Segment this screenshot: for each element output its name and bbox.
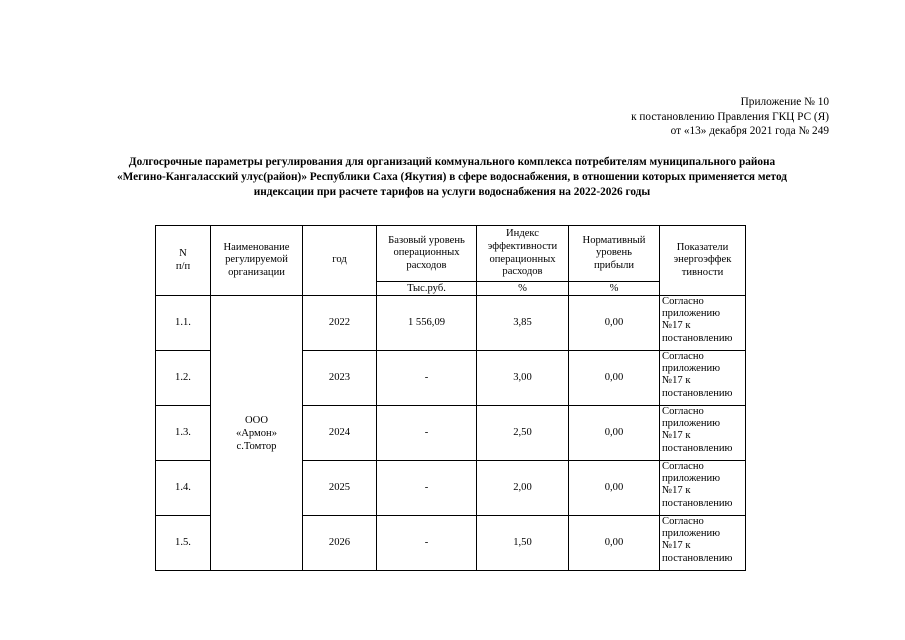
appendix-header — [631, 95, 829, 139]
cell-energy-note — [660, 406, 746, 461]
org-text: «Армон» — [235, 427, 278, 439]
cell-profit: 0,00 — [569, 461, 660, 516]
header-text: Наименование — [223, 241, 290, 253]
note-text: постановлению — [662, 332, 733, 344]
org-text: ООО — [245, 414, 268, 426]
header-text: тивности — [681, 266, 724, 278]
cell-base: - — [377, 461, 477, 516]
header-text: энергоэффек — [673, 254, 732, 266]
cell-profit: 0,00 — [569, 351, 660, 406]
header-text: операционных — [489, 253, 556, 265]
note-text: Согласно — [662, 461, 704, 472]
header-organization — [211, 226, 303, 296]
cell-organization — [211, 296, 303, 571]
note-text: постановлению — [662, 497, 733, 509]
header-base-level — [377, 226, 477, 282]
header-text: регулируемой — [225, 254, 288, 266]
note-text: приложению — [662, 308, 721, 320]
cell-energy-note — [660, 351, 746, 406]
header-text: прибыли — [593, 259, 635, 271]
title-line: Долгосрочные параметры регулирования для организаций коммунального комплекса потребителям муниципального района — [128, 156, 776, 168]
header-text: Нормативный — [582, 234, 646, 246]
header-text: Индекс — [506, 228, 539, 240]
note-text: №17 к — [662, 375, 691, 387]
unit-index: % — [477, 282, 569, 296]
header-profit-level — [569, 226, 660, 282]
appendix-number: Приложение № 10 — [740, 96, 829, 108]
cell-index: 1,50 — [477, 516, 569, 571]
cell-base: - — [377, 351, 477, 406]
header-year — [303, 226, 377, 296]
cell-base: - — [377, 516, 477, 571]
note-text: №17 к — [662, 485, 691, 497]
cell-index: 2,00 — [477, 461, 569, 516]
header-text: уровень — [595, 247, 633, 259]
cell-energy-note — [660, 461, 746, 516]
cell-year: 2026 — [303, 516, 377, 571]
cell-base: 1 556,09 — [377, 296, 477, 351]
header-text: год — [332, 254, 347, 266]
appendix-date: от «13» декабря 2021 года № 249 — [670, 125, 829, 138]
cell-base: - — [377, 406, 477, 461]
cell-index: 3,00 — [477, 351, 569, 406]
cell-year: 2024 — [303, 406, 377, 461]
cell-profit: 0,00 — [569, 296, 660, 351]
note-text: приложению — [662, 418, 721, 430]
header-num — [156, 226, 211, 296]
note-text: приложению — [662, 363, 721, 375]
appendix-reference: к постановлению Правления ГКЦ РС (Я) — [631, 110, 829, 123]
note-text: приложению — [662, 528, 721, 540]
note-text: Согласно — [662, 406, 704, 417]
table-header-row — [156, 226, 746, 282]
cell-profit: 0,00 — [569, 406, 660, 461]
cell-num: 1.5. — [156, 516, 211, 571]
cell-num: 1.2. — [156, 351, 211, 406]
cell-profit: 0,00 — [569, 516, 660, 571]
header-text: операционных — [393, 247, 460, 259]
header-text: расходов — [406, 259, 447, 271]
header-text: п/п — [175, 260, 191, 272]
note-text: №17 к — [662, 540, 691, 552]
cell-index: 3,85 — [477, 296, 569, 351]
note-text: приложению — [662, 473, 721, 485]
title-line: «Мегино-Кангаласский улус(район)» Республики Саха (Якутия) в сфере водоснабжения, в отношении которых применяется метод — [117, 171, 787, 184]
cell-num: 1.3. — [156, 406, 211, 461]
header-text: Базовый уровень — [388, 234, 465, 246]
cell-num: 1.1. — [156, 296, 211, 351]
parameters-table — [155, 225, 746, 571]
cell-index: 2,50 — [477, 406, 569, 461]
header-text: N — [179, 247, 187, 259]
note-text: постановлению — [662, 387, 733, 399]
header-text: организации — [228, 266, 285, 278]
header-efficiency-index — [477, 226, 569, 282]
note-text: №17 к — [662, 430, 691, 442]
unit-base: Тыс.руб. — [377, 282, 477, 296]
header-energy-efficiency — [660, 226, 746, 296]
cell-energy-note — [660, 296, 746, 351]
header-text: расходов — [502, 266, 543, 278]
org-text: с.Томтор — [236, 440, 277, 452]
note-text: №17 к — [662, 320, 691, 332]
cell-num: 1.4. — [156, 461, 211, 516]
note-text: постановлению — [662, 552, 733, 564]
header-text: эффективности — [487, 240, 558, 252]
note-text: Согласно — [662, 516, 704, 527]
document-title — [60, 155, 844, 201]
cell-year: 2025 — [303, 461, 377, 516]
cell-energy-note — [660, 516, 746, 571]
cell-year: 2022 — [303, 296, 377, 351]
note-text: Согласно — [662, 296, 704, 307]
note-text: постановлению — [662, 442, 733, 454]
header-text: Показатели — [676, 241, 729, 253]
title-line: индексации при расчете тарифов на услуги водоснабжения на 2022-2026 годы — [253, 186, 651, 199]
unit-profit: % — [569, 282, 660, 296]
table-row — [156, 296, 746, 351]
note-text: Согласно — [662, 351, 704, 362]
cell-year: 2023 — [303, 351, 377, 406]
